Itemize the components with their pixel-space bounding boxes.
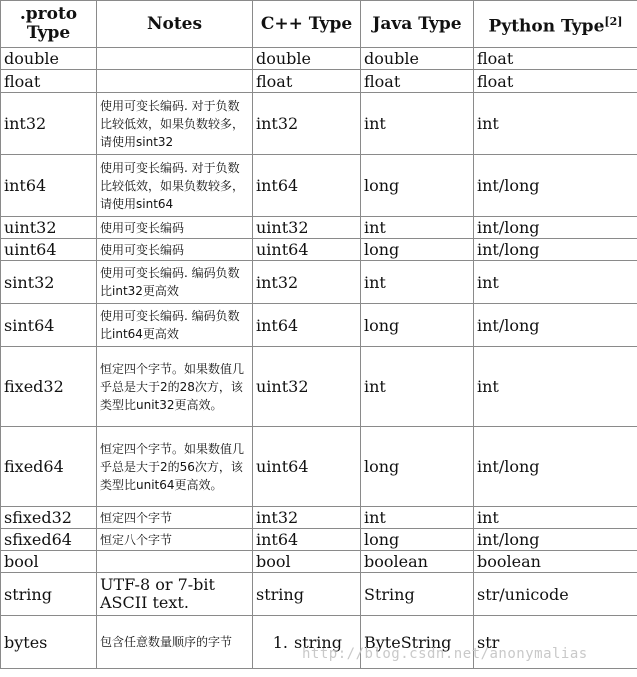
cell-proto: sint64 (1, 304, 97, 347)
table-row (1, 551, 637, 573)
cell-java: int (361, 507, 474, 529)
cell-java: float (361, 70, 474, 93)
cell-python: int (474, 347, 637, 427)
cell-proto: sfixed64 (1, 529, 97, 551)
cell-python: str/unicode (474, 573, 637, 616)
cell-cpp: float (253, 70, 361, 93)
cell-notes: UTF-8 or 7-bit ASCII text. (97, 573, 253, 616)
cell-proto: float (1, 70, 97, 93)
cell-python: boolean (474, 551, 637, 573)
cell-python: str (474, 616, 637, 669)
cell-java: int (361, 347, 474, 427)
cell-java: long (361, 239, 474, 261)
cell-proto: string (1, 573, 97, 616)
header-java-type: Java Type (361, 1, 474, 48)
cell-python: int/long (474, 239, 637, 261)
cell-notes (97, 48, 253, 70)
cell-notes (97, 70, 253, 93)
cell-notes: 使用可变长编码. 编码负数比int64更高效 (97, 304, 253, 347)
table-row (1, 239, 637, 261)
header-proto-type: .proto Type (1, 1, 97, 48)
cell-notes: 恒定八个字节 (97, 529, 253, 551)
cell-notes: 使用可变长编码. 编码负数比int32更高效 (97, 261, 253, 304)
cell-proto: uint64 (1, 239, 97, 261)
header-row (1, 1, 637, 48)
cell-python: float (474, 70, 637, 93)
cell-notes: 包含任意数量顺序的字节 (97, 616, 253, 669)
watermark: http://blog.csdn.net/anonymalias (302, 646, 588, 662)
cell-proto: bytes (1, 616, 97, 669)
cell-notes: 恒定四个字节。如果数值几乎总是大于2的56次方，该类型比unit64更高效。 (97, 427, 253, 507)
cell-python: int/long (474, 304, 637, 347)
cell-notes: 恒定四个字节 (97, 507, 253, 529)
cell-proto: sint32 (1, 261, 97, 304)
table-row (1, 427, 637, 507)
cell-java: long (361, 304, 474, 347)
cell-notes (97, 551, 253, 573)
cell-java: int (361, 261, 474, 304)
cell-python: int (474, 507, 637, 529)
cell-python: float (474, 48, 637, 70)
table-row (1, 70, 637, 93)
table-row (1, 507, 637, 529)
cell-cpp: int32 (253, 93, 361, 155)
cell-java: boolean (361, 551, 474, 573)
cell-cpp: int32 (253, 507, 361, 529)
table-row (1, 347, 637, 427)
cell-cpp: int64 (253, 304, 361, 347)
header-python-type: Python Type[2] (474, 1, 637, 48)
cell-java: long (361, 529, 474, 551)
cell-python: int/long (474, 155, 637, 217)
cell-proto: sfixed32 (1, 507, 97, 529)
table-row (1, 217, 637, 239)
table-row (1, 155, 637, 217)
cell-proto: double (1, 48, 97, 70)
cell-java: double (361, 48, 474, 70)
table-row (1, 304, 637, 347)
cell-cpp: uint32 (253, 347, 361, 427)
cell-java: int (361, 93, 474, 155)
cell-proto: uint32 (1, 217, 97, 239)
cell-cpp: int64 (253, 529, 361, 551)
cell-java: String (361, 573, 474, 616)
cell-python: int/long (474, 529, 637, 551)
cell-notes: 使用可变长编码. 对于负数比较低效，如果负数较多，请使用sint64 (97, 155, 253, 217)
cell-cpp-value: string (294, 632, 342, 652)
cell-python: int/long (474, 427, 637, 507)
cell-proto: bool (1, 551, 97, 573)
cell-python: int (474, 93, 637, 155)
cell-python: int (474, 261, 637, 304)
cell-proto: int64 (1, 155, 97, 217)
cell-notes: 恒定四个字节。如果数值几乎总是大于2的28次方，该类型比unit32更高效。 (97, 347, 253, 427)
cell-java: ByteString (361, 616, 474, 669)
cell-cpp: int32 (253, 261, 361, 304)
cell-notes: 使用可变长编码. 对于负数比较低效，如果负数较多，请使用sint32 (97, 93, 253, 155)
cell-cpp: uint64 (253, 427, 361, 507)
cell-notes: 使用可变长编码 (97, 217, 253, 239)
cell-cpp: int64 (253, 155, 361, 217)
table-row (1, 261, 637, 304)
cell-cpp: bool (253, 551, 361, 573)
cell-python: int/long (474, 217, 637, 239)
cell-java: int (361, 217, 474, 239)
cell-proto: fixed64 (1, 427, 97, 507)
cell-cpp: uint32 (253, 217, 361, 239)
table-row (1, 573, 637, 616)
footnote-ref: [2] (604, 14, 623, 28)
header-notes: Notes (97, 1, 253, 48)
cell-cpp: uint64 (253, 239, 361, 261)
table-row (1, 48, 637, 70)
cell-proto: int32 (1, 93, 97, 155)
cell-notes: 使用可变长编码 (97, 239, 253, 261)
cell-proto: fixed32 (1, 347, 97, 427)
header-cpp-type: C++ Type (253, 1, 361, 48)
table-row (1, 93, 637, 155)
cell-java: long (361, 427, 474, 507)
table-row (1, 529, 637, 551)
cell-cpp: string (253, 573, 361, 616)
list-number: 1. (272, 632, 288, 652)
cell-cpp: double (253, 48, 361, 70)
cell-java: long (361, 155, 474, 217)
